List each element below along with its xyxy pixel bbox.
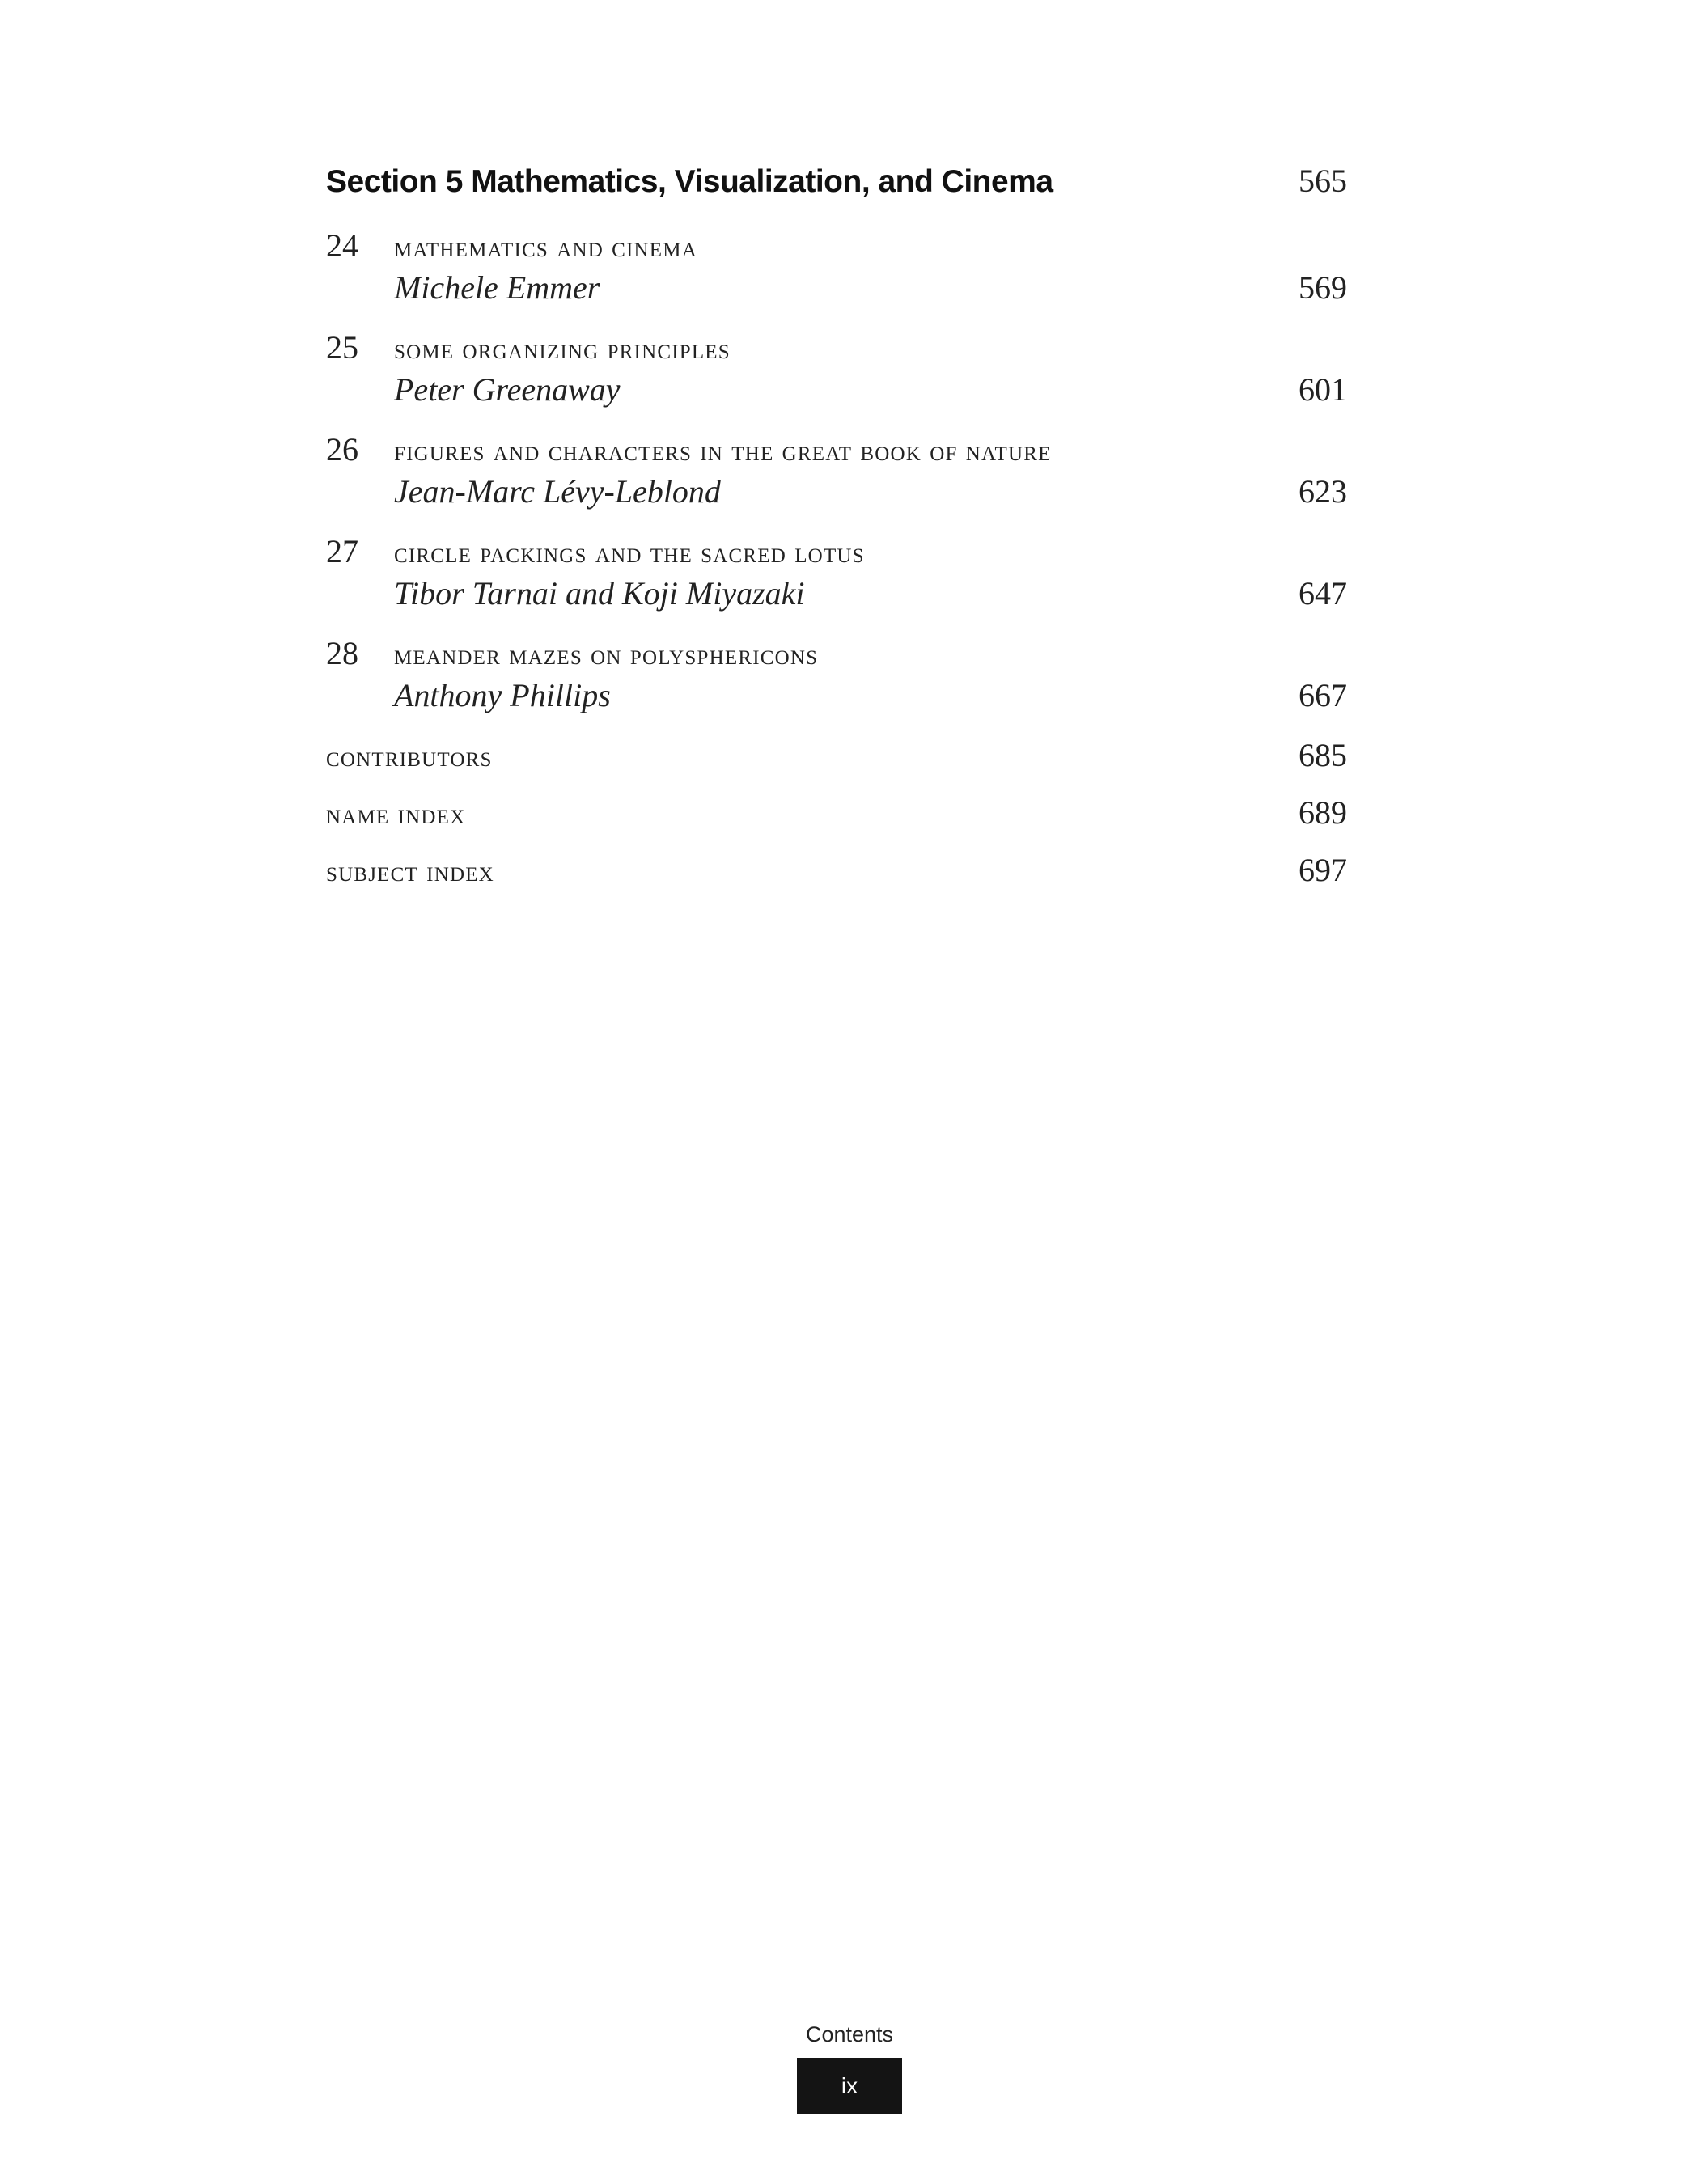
chapter-number: 24 bbox=[326, 227, 358, 264]
chapter-number: 27 bbox=[326, 533, 358, 569]
toc-entry[interactable] bbox=[326, 328, 1347, 421]
chapter-page-number: 667 bbox=[1299, 677, 1347, 713]
page-footer bbox=[0, 2022, 1699, 2114]
chapter-author: Anthony Phillips bbox=[394, 677, 611, 713]
toc-entry[interactable] bbox=[326, 634, 1347, 726]
back-matter-title: name index bbox=[326, 798, 466, 830]
chapter-title: mathematics and cinema bbox=[394, 231, 697, 263]
chapter-page-number: 569 bbox=[1299, 269, 1347, 306]
chapter-title: figures and characters in the great book of nature bbox=[394, 434, 1052, 467]
back-matter-list bbox=[326, 736, 1347, 908]
chapter-author: Peter Greenaway bbox=[394, 371, 621, 408]
chapter-number: 28 bbox=[326, 635, 358, 671]
section-heading bbox=[326, 162, 1347, 226]
chapter-title: meander mazes on polysphericons bbox=[394, 638, 819, 671]
chapter-page-number: 623 bbox=[1299, 473, 1347, 510]
back-matter-page-number: 685 bbox=[1299, 737, 1347, 773]
chapter-author: Jean-Marc Lévy-Leblond bbox=[394, 473, 721, 510]
chapter-page-number: 601 bbox=[1299, 371, 1347, 408]
toc-entry[interactable] bbox=[326, 430, 1347, 523]
chapter-author: Tibor Tarnai and Koji Miyazaki bbox=[394, 575, 805, 612]
chapter-number: 25 bbox=[326, 329, 358, 366]
back-matter-page-number: 697 bbox=[1299, 852, 1347, 888]
back-matter-page-number: 689 bbox=[1299, 794, 1347, 831]
section-page-number: 565 bbox=[1299, 163, 1347, 199]
chapter-number: 26 bbox=[326, 431, 358, 468]
page-folio: ix bbox=[797, 2058, 902, 2114]
toc-entry[interactable] bbox=[326, 532, 1347, 624]
back-matter-title: subject index bbox=[326, 855, 494, 887]
back-matter-contributors[interactable] bbox=[326, 736, 1347, 794]
table-of-contents bbox=[326, 162, 1347, 908]
section-title: Section 5 Mathematics, Visualization, and Cinema bbox=[326, 164, 1053, 199]
chapter-title: circle packings and the sacred lotus bbox=[394, 536, 865, 569]
back-matter-subject-index[interactable] bbox=[326, 851, 1347, 908]
back-matter-title: contributors bbox=[326, 740, 493, 772]
toc-entry[interactable] bbox=[326, 226, 1347, 319]
running-footer-label: Contents bbox=[805, 2022, 894, 2046]
back-matter-name-index[interactable] bbox=[326, 794, 1347, 851]
chapter-page-number: 647 bbox=[1299, 575, 1347, 612]
chapter-author: Michele Emmer bbox=[394, 269, 600, 306]
chapter-title: some organizing principles bbox=[394, 332, 731, 365]
